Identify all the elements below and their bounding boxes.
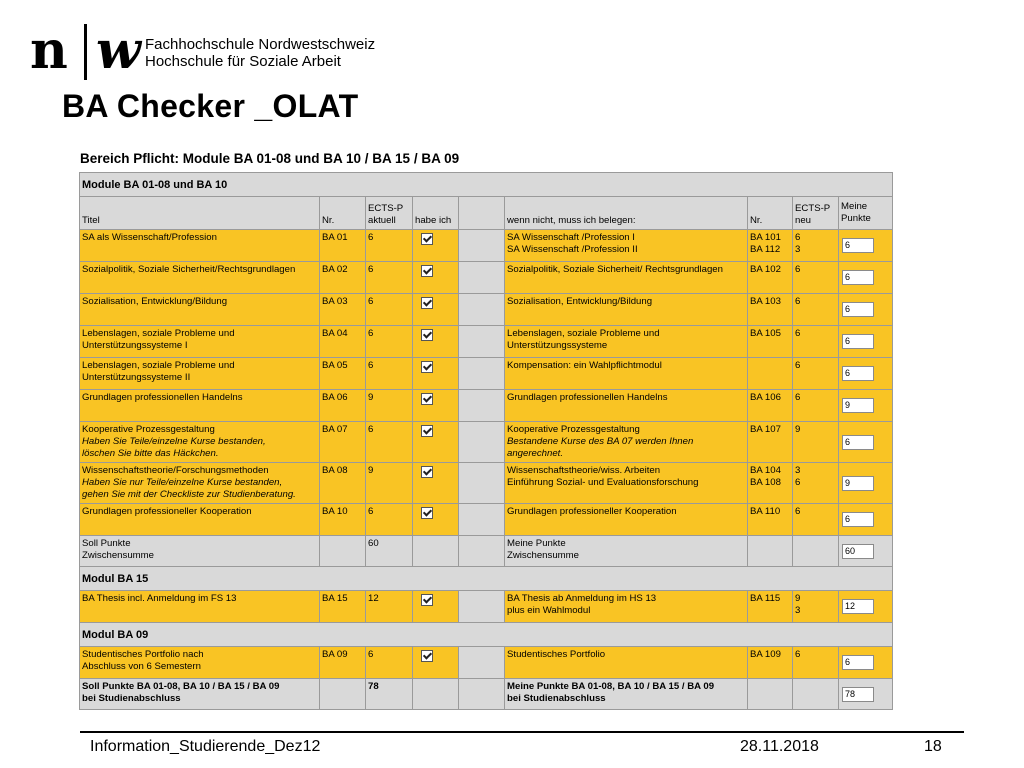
new-module-number: BA 109 <box>750 649 781 660</box>
ba-checker-table <box>79 172 893 710</box>
new-module-number: BA 104 <box>750 465 781 476</box>
ects-neu: 6 <box>795 360 801 371</box>
belegen-module: Sozialisation, Entwicklung/Bildung <box>507 296 653 307</box>
module-title-note: Haben Sie Teile/einzelne Kurse bestanden, <box>82 436 266 447</box>
ects-neu-cell <box>793 358 839 390</box>
spacer-cell <box>459 326 505 358</box>
col-header-empty <box>459 197 505 230</box>
new-module-number-cell <box>748 326 793 358</box>
spacer-cell <box>459 390 505 422</box>
belegen-note: angerechnet. <box>507 448 564 459</box>
spacer-cell <box>459 358 505 390</box>
ects-neu-cell <box>793 326 839 358</box>
module-row <box>80 591 893 623</box>
ects-neu-cell <box>793 647 839 679</box>
habe-ich-cell <box>413 504 459 536</box>
ects-neu: 6 <box>795 264 801 275</box>
ects-neu: 6 <box>795 328 801 339</box>
module-row <box>80 358 893 390</box>
module-title-cell <box>80 504 320 536</box>
habe-ich-cell <box>413 422 459 463</box>
new-module-number: BA 105 <box>750 328 781 339</box>
empty-cell <box>320 679 366 710</box>
spacer-cell <box>459 294 505 326</box>
belegen-module: Lebenslagen, soziale Probleme und <box>507 328 660 339</box>
habe-ich-checkbox[interactable] <box>421 594 433 606</box>
slide-title: BA Checker _OLAT <box>62 88 359 124</box>
section-header-ba09 <box>80 623 893 647</box>
module-title: Studentisches Portfolio nach <box>82 649 204 660</box>
spacer-cell <box>459 230 505 262</box>
module-title-cell <box>80 591 320 623</box>
belegen-cell <box>505 230 748 262</box>
spacer-cell <box>459 463 505 504</box>
habe-ich-cell <box>413 230 459 262</box>
habe-ich-cell <box>413 463 459 504</box>
meine-punkte-input[interactable]: 60 <box>842 544 874 559</box>
meine-punkte-line: Meine Punkte <box>507 538 566 549</box>
belegen-note: Bestandene Kurse des BA 07 werden Ihnen <box>507 436 694 447</box>
habe-ich-checkbox[interactable] <box>421 393 433 405</box>
new-module-number-cell <box>748 358 793 390</box>
belegen-module: Studentisches Portfolio <box>507 649 606 660</box>
section-header-ba01-10 <box>80 173 893 197</box>
module-number: BA 07 <box>320 422 366 463</box>
sum-row <box>80 536 893 567</box>
section-header-ba01-10-label: Module BA 01-08 und BA 10 <box>80 173 893 197</box>
belegen-module: Kompensation: ein Wahlpflichtmodul <box>507 360 662 371</box>
belegen-cell <box>505 591 748 623</box>
belegen-cell <box>505 326 748 358</box>
habe-ich-checkbox[interactable] <box>421 466 433 478</box>
meine-punkte-input[interactable]: 9 <box>842 476 874 491</box>
module-title: Lebenslagen, soziale Probleme und <box>82 360 235 371</box>
habe-ich-checkbox[interactable] <box>421 507 433 519</box>
module-title-note: gehen Sie mit der Checkliste zur Studienberatung. <box>82 489 296 500</box>
belegen-module: Wissenschaftstheorie/wiss. Arbeiten <box>507 465 661 476</box>
belegen-cell <box>505 294 748 326</box>
ects-aktuell: 9 <box>366 390 413 422</box>
logo-mark-n: n <box>30 20 68 81</box>
belegen-cell <box>505 504 748 536</box>
institution-line-2: Hochschule für Soziale Arbeit <box>145 53 341 70</box>
meine-punkte-input[interactable]: 6 <box>842 435 874 450</box>
module-title-cell <box>80 326 320 358</box>
soll-punkte-label <box>80 679 320 710</box>
section-header-ba15-label: Modul BA 15 <box>80 567 893 591</box>
empty-cell <box>793 536 839 567</box>
meine-punkte-cell <box>839 294 893 326</box>
module-title-cell <box>80 647 320 679</box>
col-header-ects-neu <box>793 197 839 230</box>
new-module-number: BA 112 <box>750 244 781 255</box>
module-title: Wissenschaftstheorie/Forschungsmethoden <box>82 465 269 476</box>
ects-aktuell: 6 <box>366 647 413 679</box>
ects-neu: 6 <box>795 296 801 307</box>
module-number: BA 01 <box>320 230 366 262</box>
col-header-nr: Nr. <box>320 197 366 230</box>
col-header-titel: Titel <box>80 197 320 230</box>
new-module-number-cell <box>748 463 793 504</box>
module-title-note: löschen Sie bitte das Häckchen. <box>82 448 219 459</box>
spacer-cell <box>459 504 505 536</box>
meine-punkte-cell <box>839 358 893 390</box>
new-module-number-cell <box>748 647 793 679</box>
module-title-cell <box>80 230 320 262</box>
ects-neu-cell <box>793 591 839 623</box>
empty-cell <box>413 536 459 567</box>
module-number: BA 03 <box>320 294 366 326</box>
module-title-cell <box>80 463 320 504</box>
logo-mark-w: w <box>96 20 141 81</box>
belegen-module: Grundlagen professionellen Handelns <box>507 392 668 403</box>
soll-punkte-line: Zwischensumme <box>82 550 154 561</box>
habe-ich-cell <box>413 358 459 390</box>
habe-ich-checkbox[interactable] <box>421 297 433 309</box>
module-title: Unterstützungssysteme I <box>82 340 188 351</box>
belegen-module: SA Wissenschaft /Profession II <box>507 244 638 255</box>
col-header-line: ECTS-P <box>368 203 404 214</box>
new-module-number: BA 106 <box>750 392 781 403</box>
empty-cell <box>793 679 839 710</box>
new-module-number: BA 115 <box>750 593 781 604</box>
meine-punkte-line: bei Studienabschluss <box>507 693 606 704</box>
meine-punkte-cell <box>839 463 893 504</box>
ects-neu: 9 <box>795 593 801 604</box>
soll-punkte-line: bei Studienabschluss <box>82 693 181 704</box>
module-number: BA 05 <box>320 358 366 390</box>
meine-punkte-input[interactable]: 6 <box>842 366 874 381</box>
empty-cell <box>748 536 793 567</box>
ects-neu-cell <box>793 262 839 294</box>
col-header-meine-punkte <box>839 197 893 230</box>
habe-ich-cell <box>413 390 459 422</box>
module-title: Abschluss von 6 Semestern <box>82 661 201 672</box>
module-row <box>80 504 893 536</box>
meine-punkte-input[interactable]: 6 <box>842 334 874 349</box>
module-number: BA 06 <box>320 390 366 422</box>
col-header-line: neu <box>795 215 812 226</box>
new-module-number-cell <box>748 230 793 262</box>
belegen-module: Kooperative Prozessgestaltung <box>507 424 640 435</box>
ects-aktuell: 6 <box>366 326 413 358</box>
ects-aktuell: 6 <box>366 262 413 294</box>
belegen-module: Unterstützungssysteme <box>507 340 608 351</box>
belegen-module: Einführung Sozial- und Evaluationsforschung <box>507 477 699 488</box>
spacer-cell <box>459 422 505 463</box>
col-header-habe-ich: habe ich <box>413 197 459 230</box>
habe-ich-checkbox[interactable] <box>421 650 433 662</box>
module-row <box>80 422 893 463</box>
col-header-line: ECTS-P <box>795 203 831 214</box>
soll-punkte-label <box>80 536 320 567</box>
section-header-ba09-label: Modul BA 09 <box>80 623 893 647</box>
empty-cell <box>748 679 793 710</box>
meine-punkte-cell <box>839 262 893 294</box>
module-title: SA als Wissenschaft/Profession <box>82 232 217 243</box>
meine-punkte-cell <box>839 390 893 422</box>
habe-ich-cell <box>413 591 459 623</box>
module-number: BA 04 <box>320 326 366 358</box>
module-title: BA Thesis incl. Anmeldung im FS 13 <box>82 593 237 604</box>
belegen-module: SA Wissenschaft /Profession I <box>507 232 635 243</box>
module-title: Kooperative Prozessgestaltung <box>82 424 215 435</box>
empty-cell <box>413 679 459 710</box>
belegen-cell <box>505 647 748 679</box>
habe-ich-checkbox[interactable] <box>421 425 433 437</box>
footer-doc-name: Information_Studierende_Dez12 <box>90 738 321 755</box>
ects-neu: 6 <box>795 232 801 243</box>
belegen-cell <box>505 262 748 294</box>
ects-neu: 3 <box>795 605 801 616</box>
ects-aktuell: 9 <box>366 463 413 504</box>
habe-ich-cell <box>413 326 459 358</box>
ects-aktuell: 6 <box>366 230 413 262</box>
col-header-line: Punkte <box>841 213 871 224</box>
new-module-number-cell <box>748 591 793 623</box>
section-title: Bereich Pflicht: Module BA 01-08 und BA 10 / BA 15 / BA 09 <box>80 151 460 166</box>
new-module-number-cell <box>748 294 793 326</box>
meine-punkte-cell <box>839 326 893 358</box>
meine-punkte-input[interactable]: 6 <box>842 238 874 253</box>
col-header-ects-aktuell <box>366 197 413 230</box>
col-header-nr-neu: Nr. <box>748 197 793 230</box>
habe-ich-checkbox[interactable] <box>421 233 433 245</box>
belegen-cell <box>505 422 748 463</box>
soll-punkte-value: 60 <box>366 536 413 567</box>
module-row <box>80 230 893 262</box>
habe-ich-checkbox[interactable] <box>421 265 433 277</box>
habe-ich-cell <box>413 647 459 679</box>
meine-punkte-input[interactable]: 6 <box>842 302 874 317</box>
new-module-number-cell <box>748 422 793 463</box>
module-title-note: Haben Sie nur Teile/einzelne Kurse bestanden, <box>82 477 283 488</box>
module-number: BA 10 <box>320 504 366 536</box>
meine-punkte-input[interactable]: 9 <box>842 398 874 413</box>
module-title-cell <box>80 390 320 422</box>
new-module-number-cell <box>748 262 793 294</box>
ects-neu: 6 <box>795 649 801 660</box>
footer-page-number: 18 <box>924 738 942 755</box>
module-title: Grundlagen professioneller Kooperation <box>82 506 252 517</box>
ects-neu: 6 <box>795 392 801 403</box>
ects-neu-cell <box>793 294 839 326</box>
module-title-cell <box>80 294 320 326</box>
spacer-cell <box>459 262 505 294</box>
meine-punkte-input[interactable]: 6 <box>842 270 874 285</box>
new-module-number: BA 102 <box>750 264 781 275</box>
module-title-cell <box>80 358 320 390</box>
module-title: Sozialisation, Entwicklung/Bildung <box>82 296 228 307</box>
spacer-cell <box>459 647 505 679</box>
belegen-module: Grundlagen professioneller Kooperation <box>507 506 677 517</box>
habe-ich-checkbox[interactable] <box>421 361 433 373</box>
footer-date: 28.11.2018 <box>740 738 819 755</box>
new-module-number: BA 107 <box>750 424 781 435</box>
ects-neu: 6 <box>795 506 801 517</box>
soll-punkte-line: Soll Punkte BA 01-08, BA 10 / BA 15 / BA 09 <box>82 681 280 692</box>
module-number: BA 15 <box>320 591 366 623</box>
module-row <box>80 294 893 326</box>
meine-punkte-cell <box>839 422 893 463</box>
belegen-module: BA Thesis ab Anmeldung im HS 13 <box>507 593 657 604</box>
new-module-number-cell <box>748 390 793 422</box>
ects-aktuell: 12 <box>366 591 413 623</box>
new-module-number: BA 101 <box>750 232 781 243</box>
module-row <box>80 463 893 504</box>
module-row <box>80 326 893 358</box>
new-module-number: BA 110 <box>750 506 781 517</box>
ects-neu: 3 <box>795 465 801 476</box>
meine-punkte-label <box>505 536 748 567</box>
module-title: Sozialpolitik, Soziale Sicherheit/Rechtsgrundlagen <box>82 264 296 275</box>
empty-cell <box>320 536 366 567</box>
meine-punkte-label <box>505 679 748 710</box>
belegen-cell <box>505 463 748 504</box>
logo-divider <box>84 24 87 80</box>
ects-neu-cell <box>793 422 839 463</box>
meine-punkte-cell <box>839 504 893 536</box>
module-row <box>80 390 893 422</box>
meine-punkte-input[interactable]: 6 <box>842 655 874 670</box>
module-title: Lebenslagen, soziale Probleme und <box>82 328 235 339</box>
module-number: BA 08 <box>320 463 366 504</box>
belegen-module: Sozialpolitik, Soziale Sicherheit/ Rechtsgrundlagen <box>507 264 723 275</box>
ects-neu: 9 <box>795 424 801 435</box>
habe-ich-checkbox[interactable] <box>421 329 433 341</box>
empty-cell <box>459 679 505 710</box>
ects-aktuell: 6 <box>366 358 413 390</box>
belegen-cell <box>505 358 748 390</box>
module-title-cell <box>80 422 320 463</box>
belegen-cell <box>505 390 748 422</box>
meine-punkte-line: Zwischensumme <box>507 550 579 561</box>
meine-punkte-input[interactable]: 78 <box>842 687 874 702</box>
col-header-wenn-nicht: wenn nicht, muss ich belegen: <box>505 197 748 230</box>
module-row <box>80 262 893 294</box>
ects-neu-cell <box>793 230 839 262</box>
column-header-row <box>80 197 893 230</box>
habe-ich-cell <box>413 294 459 326</box>
new-module-number: BA 103 <box>750 296 781 307</box>
module-row <box>80 647 893 679</box>
meine-punkte-cell <box>839 591 893 623</box>
meine-punkte-cell <box>839 679 893 710</box>
col-header-line: aktuell <box>368 215 396 226</box>
section-header-ba15 <box>80 567 893 591</box>
footer-divider <box>80 731 964 733</box>
meine-punkte-cell <box>839 647 893 679</box>
col-header-line: Meine <box>841 201 868 212</box>
institution-name <box>145 36 375 70</box>
module-title: Grundlagen professionellen Handelns <box>82 392 243 403</box>
module-number: BA 09 <box>320 647 366 679</box>
meine-punkte-input[interactable]: 6 <box>842 512 874 527</box>
ects-aktuell: 6 <box>366 422 413 463</box>
ects-neu: 6 <box>795 477 801 488</box>
empty-cell <box>459 536 505 567</box>
module-title-cell <box>80 262 320 294</box>
habe-ich-cell <box>413 262 459 294</box>
module-number: BA 02 <box>320 262 366 294</box>
ects-aktuell: 6 <box>366 504 413 536</box>
soll-punkte-value: 78 <box>366 679 413 710</box>
meine-punkte-cell <box>839 536 893 567</box>
meine-punkte-line: Meine Punkte BA 01-08, BA 10 / BA 15 / BA 09 <box>507 681 715 692</box>
ects-neu-cell <box>793 390 839 422</box>
ects-aktuell: 6 <box>366 294 413 326</box>
soll-punkte-line: Soll Punkte <box>82 538 131 549</box>
ects-neu-cell <box>793 504 839 536</box>
meine-punkte-cell <box>839 230 893 262</box>
new-module-number-cell <box>748 504 793 536</box>
ects-neu-cell <box>793 463 839 504</box>
belegen-module: plus ein Wahlmodul <box>507 605 591 616</box>
ects-neu: 3 <box>795 244 801 255</box>
new-module-number: BA 108 <box>750 477 781 488</box>
institution-line-1: Fachhochschule Nordwestschweiz <box>145 36 376 53</box>
module-title: Unterstützungssysteme II <box>82 372 191 383</box>
meine-punkte-input[interactable]: 12 <box>842 599 874 614</box>
spacer-cell <box>459 591 505 623</box>
sum-row <box>80 679 893 710</box>
